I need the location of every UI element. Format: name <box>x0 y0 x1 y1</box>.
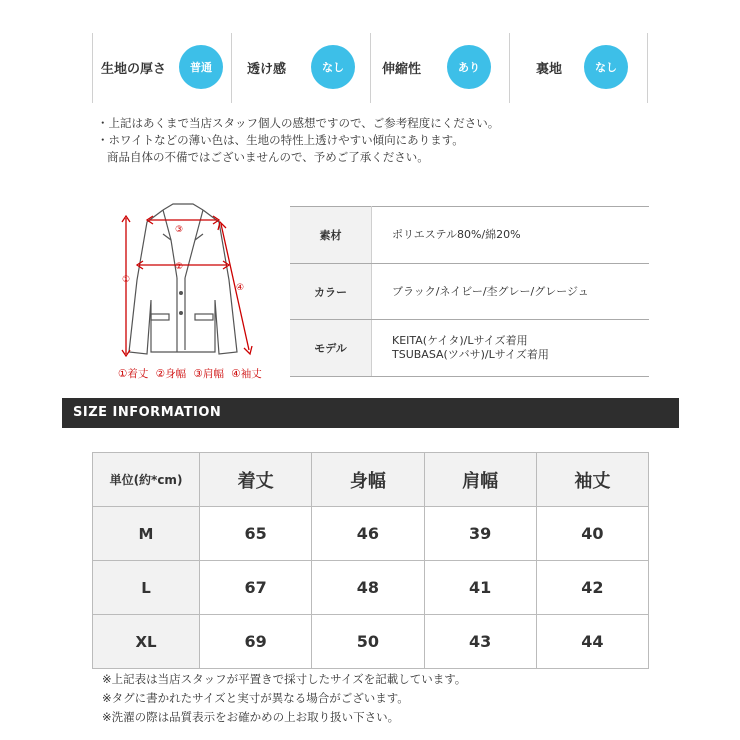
table-row <box>93 561 649 615</box>
note-line: 商品自体の不備ではございませんので、予めご了承ください。 <box>107 150 429 164</box>
attribute-label: 生地の厚さ <box>101 62 167 77</box>
size-label: L <box>93 561 200 615</box>
marker-shoulder: ③ <box>174 225 184 235</box>
table-cell: 50 <box>312 615 424 669</box>
spec-row-color <box>290 264 649 320</box>
spec-value: ブラック/ネイビー/杢グレー/グレージュ <box>372 264 650 320</box>
size-label: XL <box>93 615 200 669</box>
diagram-legend <box>118 366 266 381</box>
column-header: 身幅 <box>312 453 424 507</box>
table-cell: 40 <box>536 507 648 561</box>
attribute-label: 裏地 <box>536 62 563 77</box>
attribute-value-badge: なし <box>584 45 628 89</box>
table-cell: 44 <box>536 615 648 669</box>
size-label: M <box>93 507 200 561</box>
attribute-stretch <box>370 33 509 103</box>
spec-row-material <box>290 207 649 264</box>
attribute-value-badge: 普通 <box>179 45 223 89</box>
footnote-line: ※洗濯の際は品質表示をお確かめの上お取り扱い下さい。 <box>102 710 400 724</box>
spec-label: カラー <box>290 264 372 320</box>
spec-value <box>372 320 650 377</box>
spec-label: 素材 <box>290 207 372 264</box>
table-cell: 46 <box>312 507 424 561</box>
legend-item: ①着丈 <box>118 368 149 380</box>
spec-value: ポリエステル80%/綿20% <box>372 207 650 264</box>
footnote-line: ※上記表は当店スタッフが平置きで採寸したサイズを記載しています。 <box>102 672 467 686</box>
footnotes <box>102 670 466 727</box>
table-cell: 69 <box>200 615 312 669</box>
legend-item: ③肩幅 <box>193 368 224 380</box>
note-line: ・ホワイトなどの薄い色は、生地の特性上透けやすい傾向にあります。 <box>97 133 464 147</box>
column-header: 着丈 <box>200 453 312 507</box>
marker-length: ① <box>121 275 131 285</box>
attribute-thickness <box>92 33 231 103</box>
attribute-transparency <box>231 33 370 103</box>
size-table-header-row <box>93 453 649 507</box>
table-row <box>93 507 649 561</box>
measurement-lines <box>122 216 252 356</box>
size-information-header <box>62 398 679 428</box>
marker-sleeve: ④ <box>235 283 245 293</box>
table-cell: 67 <box>200 561 312 615</box>
marker-width: ② <box>174 262 184 272</box>
column-header: 肩幅 <box>424 453 536 507</box>
table-cell: 65 <box>200 507 312 561</box>
table-cell: 48 <box>312 561 424 615</box>
size-table <box>92 452 649 669</box>
column-header: 袖丈 <box>536 453 648 507</box>
footnote-line: ※タグに書かれたサイズと実寸が異なる場合がございます。 <box>102 691 409 705</box>
legend-item: ④袖丈 <box>231 368 262 380</box>
note-line: ・上記はあくまで当店スタッフ個人の感想ですので、ご参考程度にください。 <box>97 116 500 130</box>
attribute-value-badge: あり <box>447 45 491 89</box>
attribute-label: 透け感 <box>247 62 287 77</box>
attribute-label: 伸縮性 <box>382 62 422 77</box>
spec-label: モデル <box>290 320 372 377</box>
model-line: TSUBASA(ツバサ)/Lサイズ着用 <box>392 348 549 361</box>
legend-item: ②身幅 <box>155 368 187 380</box>
attribute-value-badge: なし <box>311 45 355 89</box>
model-line: KEITA(ケイタ)/Lサイズ着用 <box>392 334 528 347</box>
product-spec-table <box>290 206 649 377</box>
section-title: SIZE INFORMATION <box>73 405 222 420</box>
table-cell: 42 <box>536 561 648 615</box>
table-cell: 39 <box>424 507 536 561</box>
spec-row-model <box>290 320 649 377</box>
notes <box>97 115 499 166</box>
table-cell: 41 <box>424 561 536 615</box>
table-row <box>93 615 649 669</box>
table-cell: 43 <box>424 615 536 669</box>
fabric-attributes <box>92 33 648 103</box>
jacket-measurement-diagram <box>115 200 275 385</box>
jacket-buttons <box>179 291 183 315</box>
unit-label: 単位(約*cm) <box>93 453 200 507</box>
attribute-lining <box>509 33 648 103</box>
